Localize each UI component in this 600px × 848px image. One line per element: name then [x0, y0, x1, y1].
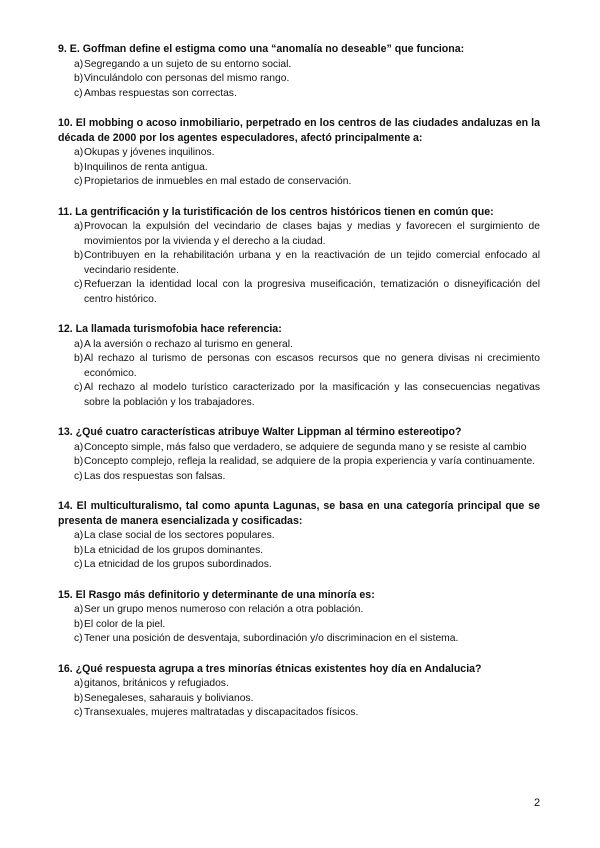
option-a — [58, 529, 540, 544]
option-text: gitanos, británicos y refugiados. — [84, 678, 229, 689]
option-text: Contribuyen en la rehabilitación urbana y en la reactivación de un tejido comercial enfocado al vecindario residente. — [84, 250, 540, 276]
question-text: 13. ¿Qué cuatro características atribuye Walter Lippman al término estereotipo? — [58, 426, 462, 438]
option-b — [58, 161, 540, 176]
option-letter: c) — [74, 707, 83, 718]
option-c — [58, 381, 540, 410]
option-text: Tener una posición de desventaja, subordinación y/o discriminacion en el sistema. — [84, 633, 459, 644]
option-text: Senegaleses, saharauis y bolivianos. — [84, 692, 254, 704]
option-text: Okupas y jóvenes inquilinos. — [84, 147, 215, 158]
option-letter: a) — [74, 221, 84, 232]
question-text: 11. La gentrificación y la turistificación de los centros históricos tienen en común que: — [58, 205, 494, 218]
option-text: Las dos respuestas son falsas. — [84, 470, 226, 482]
question-list — [58, 42, 540, 736]
option-text: Ambas respuestas son correctas. — [84, 87, 237, 99]
question-text: 10. El mobbing o acoso inmobiliario, perpetrado en los centros de las ciudades andaluzas en la década de 2000 por los agentes especuladores, afectó principalmente a: — [58, 117, 540, 144]
option-c — [58, 470, 540, 485]
option-c — [58, 558, 540, 573]
option-c — [58, 706, 540, 721]
option-text: Al rechazo al modelo turístico caracterizado por la masificación y las consecuencias negativas sobre la población y los trabajadores. — [84, 382, 540, 408]
option-b — [58, 352, 540, 381]
option-text: Propietarios de inmuebles en mal estado de conservación. — [84, 176, 352, 187]
option-c — [58, 175, 540, 190]
option-list — [58, 338, 540, 411]
option-text: La etnicidad de los grupos subordinados. — [84, 559, 272, 570]
option-c — [58, 632, 540, 647]
option-letter: b) — [74, 456, 84, 467]
option-letter: a) — [74, 147, 84, 158]
question-10 — [58, 116, 540, 190]
option-text: Concepto complejo, refleja la realidad, se adquiere de la propia experiencia y varía continuamente. — [84, 456, 536, 467]
option-list — [58, 529, 540, 573]
option-text: Transexuales, mujeres maltratadas y discapacitados físicos. — [84, 707, 359, 718]
option-b — [58, 618, 540, 633]
page-number: 2 — [534, 797, 541, 809]
option-text: Refuerzan la identidad local con la progresiva museificación, tematización o disneyificación del centro histórico. — [84, 279, 540, 305]
question-text: 14. El multiculturalismo, tal como apunta Lagunas, se basa en una categoría principal que se presenta de manera esencializada y cosificadas: — [58, 500, 540, 527]
option-c — [58, 278, 540, 307]
option-a — [58, 338, 540, 353]
option-a — [58, 677, 540, 692]
option-text: Inquilinos de renta antigua. — [84, 161, 208, 173]
option-letter: b) — [74, 161, 84, 173]
option-letter: a) — [74, 58, 84, 70]
option-list — [58, 603, 540, 647]
option-b — [58, 692, 540, 707]
option-list — [58, 441, 540, 485]
option-text: Ser un grupo menos numeroso con relación a otra población. — [84, 604, 364, 615]
option-letter: b) — [74, 618, 84, 630]
question-11 — [58, 205, 540, 308]
option-c — [58, 87, 540, 102]
option-a — [58, 146, 540, 161]
option-list — [58, 146, 540, 190]
option-letter: c) — [74, 382, 83, 393]
option-letter: c) — [74, 87, 83, 99]
option-text: A la aversión o rechazo al turismo en general. — [84, 338, 293, 350]
option-text: Concepto simple, más falso que verdadero, se adquiere de segunda mano y se resiste al cambio — [84, 441, 527, 453]
question-15 — [58, 588, 540, 647]
option-letter: a) — [74, 604, 84, 615]
option-text: Al rechazo al turismo de personas con escasos recursos que no genera divisas ni crecimiento económico. — [84, 353, 540, 379]
question-14 — [58, 499, 540, 573]
option-b — [58, 544, 540, 559]
question-text: 16. ¿Qué respuesta agrupa a tres minorías étnicas existentes hoy día en Andalucia? — [58, 662, 482, 675]
option-letter: b) — [74, 353, 84, 364]
question-9 — [58, 42, 540, 101]
option-letter: c) — [74, 176, 83, 187]
option-letter: c) — [74, 559, 83, 570]
question-text: 15. El Rasgo más definitorio y determinante de una minoría es: — [58, 588, 375, 601]
option-a — [58, 603, 540, 618]
option-list — [58, 58, 540, 102]
option-letter: c) — [74, 279, 83, 290]
option-a — [58, 441, 540, 456]
option-b — [58, 72, 540, 87]
option-letter: b) — [74, 692, 84, 704]
option-letter: a) — [74, 338, 84, 350]
question-text: 9. E. Goffman define el estigma como una “anomalía no deseable” que funciona: — [58, 43, 465, 55]
question-16 — [58, 662, 540, 721]
option-text: Provocan la expulsión del vecindario de clases bajas y medias y favorecen el surgimiento de movimientos por la vivienda y el derecho a la ciudad. — [84, 221, 540, 247]
option-letter: c) — [74, 470, 83, 482]
option-letter: c) — [74, 633, 83, 644]
option-a — [58, 220, 540, 249]
option-list — [58, 677, 540, 721]
option-letter: a) — [74, 441, 84, 453]
option-letter: b) — [74, 544, 84, 556]
option-text: Segregando a un sujeto de su entorno social. — [84, 58, 292, 70]
option-text: La clase social de los sectores populares. — [84, 530, 275, 541]
option-a — [58, 58, 540, 73]
option-text: La etnicidad de los grupos dominantes. — [84, 544, 264, 556]
option-text: El color de la piel. — [84, 618, 166, 630]
option-list — [58, 220, 540, 307]
option-letter: b) — [74, 250, 84, 261]
question-13 — [58, 425, 540, 484]
option-b — [58, 455, 540, 470]
option-letter: a) — [74, 530, 84, 541]
option-letter: a) — [74, 678, 84, 689]
option-letter: b) — [74, 73, 84, 84]
question-text: 12. La llamada turismofobia hace referencia: — [58, 323, 282, 335]
question-12 — [58, 322, 540, 410]
option-b — [58, 249, 540, 278]
option-text: Vinculándolo con personas del mismo rango. — [84, 73, 290, 84]
